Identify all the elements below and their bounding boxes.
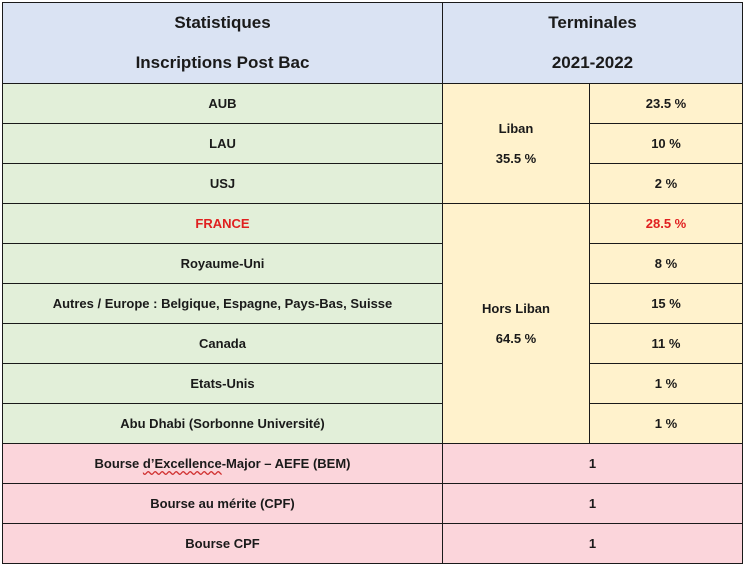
percent-value: 1 % <box>590 404 743 444</box>
country-name-france: FRANCE <box>3 204 443 244</box>
group-hors-liban-label: Hors Liban <box>482 300 550 316</box>
country-name: Etats-Unis <box>3 364 443 404</box>
table-row <box>3 284 743 324</box>
table-row <box>3 484 743 524</box>
bourse-name: Bourse CPF <box>3 524 443 564</box>
group-hors-liban-percent: 64.5 % <box>495 330 537 346</box>
header-title: Statistiques <box>174 13 271 32</box>
university-name: USJ <box>3 164 443 204</box>
university-name: AUB <box>3 84 443 124</box>
percent-value: 15 % <box>590 284 743 324</box>
bourse-count: 1 <box>443 484 743 524</box>
bourse-count: 1 <box>443 524 743 564</box>
post-bac-statistics-table <box>2 2 743 564</box>
percent-value-france: 28.5 % <box>590 204 743 244</box>
percent-value: 23.5 % <box>590 84 743 124</box>
percent-value: 11 % <box>590 324 743 364</box>
group-hors-liban-cell <box>443 204 590 444</box>
header-subtitle: Inscriptions Post Bac <box>135 53 310 72</box>
table-row <box>3 524 743 564</box>
bourse-count: 1 <box>443 444 743 484</box>
percent-value: 10 % <box>590 124 743 164</box>
group-liban-percent: 35.5 % <box>495 150 537 166</box>
country-name: Canada <box>3 324 443 364</box>
header-terminales: Terminales <box>548 13 637 32</box>
country-name: Autres / Europe : Belgique, Espagne, Pays-Bas, Suisse <box>3 284 443 324</box>
table-row <box>3 164 743 204</box>
bourse-name-prefix: Bourse <box>94 456 143 471</box>
country-name: Royaume-Uni <box>3 244 443 284</box>
table-row <box>3 204 743 244</box>
bourse-name <box>3 444 443 484</box>
table-row <box>3 124 743 164</box>
percent-value: 2 % <box>590 164 743 204</box>
group-liban-cell <box>443 84 590 204</box>
table-row <box>3 444 743 484</box>
header-year-cell <box>443 3 743 84</box>
table-row <box>3 244 743 284</box>
percent-value: 8 % <box>590 244 743 284</box>
group-liban-label: Liban <box>498 120 534 136</box>
table-row <box>3 324 743 364</box>
table-row <box>3 404 743 444</box>
university-name: LAU <box>3 124 443 164</box>
country-name: Abu Dhabi (Sorbonne Université) <box>3 404 443 444</box>
percent-value: 1 % <box>590 364 743 404</box>
table-row <box>3 84 743 124</box>
spellcheck-word: d’Excellence <box>142 456 222 471</box>
table-row <box>3 364 743 404</box>
header-year: 2021-2022 <box>551 53 634 72</box>
bourse-name: Bourse au mérite (CPF) <box>3 484 443 524</box>
header-statistics-cell <box>3 3 443 84</box>
bourse-name-suffix: -Major – AEFE (BEM) <box>221 456 351 471</box>
